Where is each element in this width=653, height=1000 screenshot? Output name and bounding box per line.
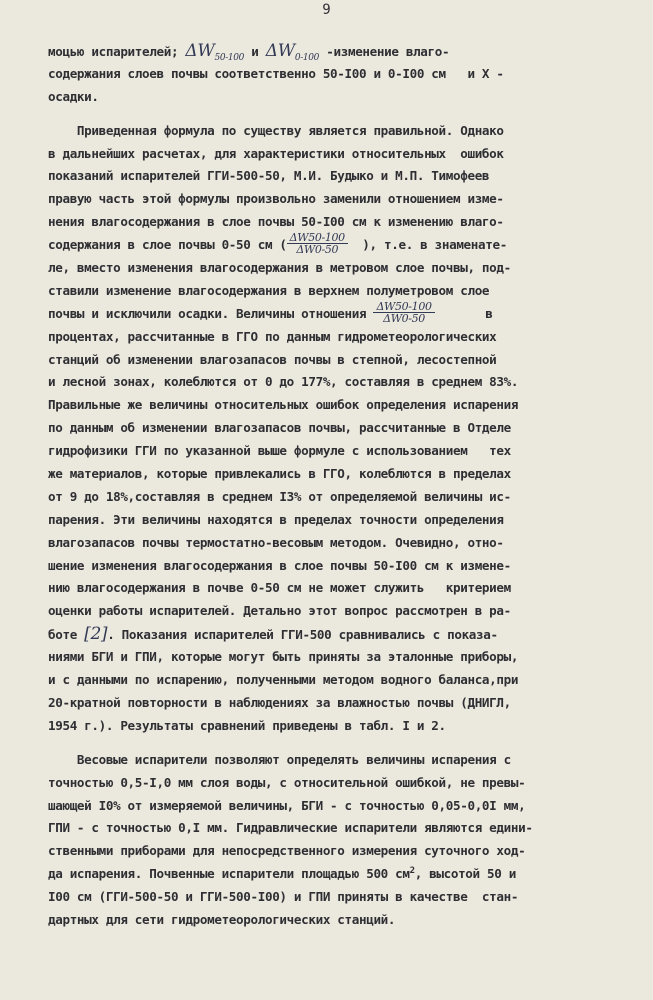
text-line (48, 120, 608, 143)
handwritten-symbol: ΔW (185, 41, 215, 61)
body-text (48, 40, 608, 932)
text-line (48, 417, 608, 440)
line-text: и с данными по испарению, полученными методом водного баланса,при (48, 672, 519, 688)
line-text: станций об изменении влагозапасов почвы в степной, лесостепной (48, 351, 497, 367)
superscript: 2 (409, 865, 415, 876)
line-text: ственными приборами для непосредственного измерения суточного ход- (48, 843, 526, 859)
text-line (48, 692, 608, 715)
fraction-numerator: ΔW50-100 (373, 301, 434, 313)
line-text: да испарения. Почвенные испарители площадью 500 см (48, 866, 410, 882)
text-line (48, 326, 608, 349)
line-text: процентах, рассчитанные в ГГО по данным гидрометеорологических (48, 328, 497, 344)
text-line (48, 40, 608, 63)
line-text: -изменение влаго- (319, 44, 450, 59)
text-line (48, 795, 608, 818)
line-text: по данным об изменении влагозапасов почвы, рассчитанные в Отделе (48, 420, 511, 436)
line-text: содержания в слое почвы 0-50 см ( (48, 237, 287, 253)
text-line (48, 349, 608, 372)
fraction-denominator: ΔW0-50 (383, 311, 425, 325)
line-text: показаний испарителей ГГИ-500-50, М.И. Будыко и М.П. Тимофеев (48, 168, 490, 184)
line-text: нию влагосодержания в почве 0-50 см не может служить критерием (48, 580, 511, 596)
line-text-tail: , высотой 50 и (414, 866, 516, 882)
handwritten-symbol: ΔW (265, 41, 295, 61)
line-text: ), т.е. в знаменате- (347, 237, 507, 253)
line-text: почвы и исключили осадки. Величины отношения (48, 305, 374, 321)
text-line (48, 532, 608, 555)
handwritten-subscript: 50-100 (214, 53, 245, 63)
text-line (48, 623, 608, 646)
fraction-numerator: ΔW50-100 (287, 232, 348, 244)
text-line (48, 280, 608, 303)
line-text: ставили изменение влагосодержания в верхнем полуметровом слое (48, 282, 490, 298)
line-text: I00 см (ГГИ-500-50 и ГГИ-500-I00) и ГПИ приняты в качестве стан- (48, 889, 519, 905)
line-text: шающей I0% от измеряемой величины, БГИ - с точностью 0,05-0,0I мм, (48, 797, 526, 813)
text-line (48, 299, 608, 326)
text-line (48, 394, 608, 417)
text-line (48, 909, 608, 932)
paragraph-gap (48, 109, 608, 120)
text-line (48, 817, 608, 840)
text-line (48, 463, 608, 486)
text-line (48, 257, 608, 280)
text-line (48, 646, 608, 669)
fraction-denominator: ΔW0-50 (296, 243, 339, 257)
text-line (48, 669, 608, 692)
text-line (48, 63, 608, 86)
line-text: нения влагосодержания в слое почвы 50-I00 см к изменению влаго- (48, 214, 504, 230)
text-line (48, 886, 608, 909)
line-text: оценки работы испарителей. Детально этот вопрос рассмотрен в ра- (48, 603, 511, 619)
line-text: в дальнейших расчетах, для характеристики относительных ошибок (48, 145, 504, 161)
handwritten-fraction (373, 301, 434, 324)
line-text: шение изменения влагосодержания в слое почвы 50-I00 см к измене- (48, 557, 511, 573)
line-text: ГПИ - с точностью 0,I мм. Гидравлические испарители являются едини- (48, 820, 533, 836)
text-line (48, 749, 608, 772)
line-text: Весовые испарители позволяют определять величины испарения с (48, 751, 511, 767)
handwritten-subscript: 0-100 (294, 53, 320, 63)
line-text: 20-кратной повторности в наблюдениях за влажностью почвы (ДНИГЛ, (48, 694, 511, 710)
line-text: осадки. (48, 88, 99, 104)
line-text: дартных для сети гидрометеорологических станций. (48, 911, 396, 927)
line-text: Приведенная формула по существу является правильной. Однако (48, 122, 504, 138)
line-text: влагозапасов почвы термостатно-весовым методом. Очевидно, отно- (48, 534, 504, 550)
text-line (48, 165, 608, 188)
line-text: в (434, 305, 493, 321)
text-line (48, 715, 608, 738)
text-line (48, 509, 608, 532)
text-line (48, 231, 608, 257)
line-text: ле, вместо изменения влагосодержания в метровом слое почвы, под- (48, 260, 511, 276)
line-text: точностью 0,5-I,0 мм слоя воды, с относительной ошибкой, не превы- (48, 774, 526, 790)
text-line (48, 577, 608, 600)
text-line (48, 555, 608, 578)
text-line (48, 143, 608, 166)
paragraph-gap (48, 738, 608, 749)
line-text: боте (48, 627, 85, 643)
text-line (48, 600, 608, 623)
line-text: и (244, 44, 266, 59)
text-line (48, 188, 608, 211)
text-line (48, 772, 608, 795)
line-text: правую часть этой формулы произвольно заменили отношением изме- (48, 191, 504, 207)
line-text: парения. Эти величины находятся в пределах точности определения (48, 511, 504, 527)
text-line (48, 863, 608, 886)
line-text: гидрофизики ГГИ по указанной выше формуле с использованием тех (48, 443, 511, 459)
text-line (48, 440, 608, 463)
line-text: . Показания испарителей ГГИ-500 сравнивались с показа- (107, 627, 498, 643)
text-line (48, 486, 608, 509)
line-text: 1954 г.). Результаты сравнений приведены в табл. I и 2. (48, 717, 446, 733)
line-text: и лесной зонах, колеблются от 0 до 177%, составляя в среднем 83%. (48, 374, 519, 390)
line-text: от 9 до 18%,составляя в среднем I3% от определяемой величины ис- (48, 488, 511, 504)
page-number: 9 (322, 2, 331, 18)
handwritten-fraction (287, 232, 348, 255)
line-text: содержания слоев почвы соответственно 50-I00 и 0-I00 см и X - (48, 65, 504, 81)
line-text: же материалов, которые привлекались в ГГО, колеблются в пределах (48, 466, 511, 482)
line-text: ниями БГИ и ГПИ, которые могут быть приняты за эталонные приборы, (48, 649, 519, 665)
handwritten-symbol: [2] (84, 624, 108, 645)
text-line (48, 86, 608, 109)
line-text: моцью испарителей; (48, 44, 186, 59)
text-line (48, 840, 608, 863)
line-text: Правильные же величины относительных ошибок определения испарения (48, 397, 519, 413)
text-line (48, 371, 608, 394)
